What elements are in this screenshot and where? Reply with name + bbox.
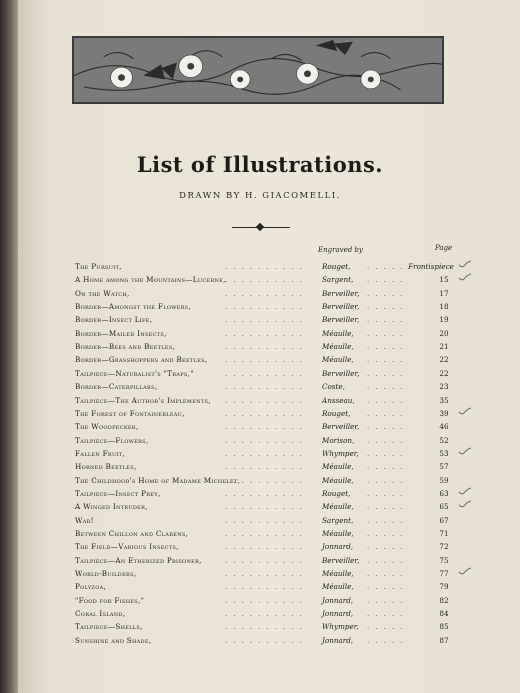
leader-dots: ..........	[225, 448, 308, 458]
leader-dots: .....	[367, 515, 409, 525]
list-item	[75, 542, 455, 554]
leader-dots: ..........	[225, 582, 308, 592]
leader-dots: .....	[367, 262, 409, 271]
list-item	[75, 609, 455, 621]
illustration-title: World-Builders,	[75, 569, 137, 579]
leader-dots: .....	[367, 555, 409, 565]
illustration-title: Border—Bees and Beetles,	[75, 342, 176, 352]
engraver-name: Berveiller,	[322, 422, 360, 432]
engraver-name: Berveiller,	[322, 315, 360, 325]
engraver-name: Méaulle,	[322, 355, 354, 365]
page-subtitle: DRAWN BY H. GIACOMELLI.	[179, 191, 341, 201]
illustration-title: Horned Beetles,	[75, 462, 137, 472]
leader-dots: ..........	[225, 422, 308, 432]
illustration-title: The Forest of Fontainebleau,	[75, 408, 185, 418]
engraver-name: Berveiller,	[322, 302, 360, 312]
leader-dots: .....	[367, 288, 409, 298]
illustration-title: Tailpiece—An Etherized Prisoner,	[75, 555, 202, 565]
engraver-name: Ansseau,	[322, 395, 355, 405]
page-number: 53	[439, 448, 449, 458]
page-number: Frontispiece	[408, 262, 454, 271]
engraver-name: Méaulle,	[322, 342, 354, 352]
illustration-title: Border—Insect Life,	[75, 315, 153, 325]
leader-dots: .....	[367, 302, 409, 312]
engraver-name: Berveiller,	[322, 368, 360, 378]
illustration-title: Tailpiece—Shells,	[75, 622, 143, 632]
leader-dots: ..........	[225, 515, 308, 525]
leader-dots: .....	[367, 529, 409, 538]
page-number: 75	[439, 555, 449, 565]
leader-dots: .....	[367, 328, 409, 338]
engraver-name: Berveiller,	[322, 288, 360, 298]
leader-dots: ..........	[225, 475, 308, 485]
leader-dots: ..........	[225, 408, 308, 418]
illustration-title: Tailpiece—Insect Prey,	[75, 488, 161, 498]
page-number: 57	[439, 462, 449, 472]
leader-dots: ..........	[225, 529, 308, 538]
page-number: 18	[439, 302, 449, 312]
leader-dots: .....	[367, 382, 409, 392]
page-number: 85	[439, 622, 449, 632]
list-item	[75, 396, 455, 408]
illustration-title: The Woodpecker,	[75, 422, 139, 432]
list-item	[75, 569, 455, 581]
pencil-check-mark-icon	[458, 487, 472, 495]
list-item	[75, 489, 455, 501]
list-item	[75, 262, 455, 274]
page-number: 67	[439, 515, 449, 525]
illustration-title: On the Watch,	[75, 288, 130, 298]
illustration-title: Border—Grasshoppers and Beetles,	[75, 355, 208, 365]
page-title: List of Illustrations.	[136, 152, 384, 177]
leader-dots: ..........	[225, 342, 308, 352]
leader-dots: ..........	[225, 622, 308, 632]
leader-dots: ..........	[225, 462, 308, 472]
page-number: 20	[439, 328, 449, 338]
list-item	[75, 329, 455, 341]
list-item	[75, 529, 455, 541]
illustration-title: A Winged Intruder,	[75, 502, 148, 512]
pencil-check-mark-icon	[458, 567, 472, 575]
page-number: 22	[439, 355, 449, 365]
leader-dots: .....	[367, 502, 409, 512]
page-number: 79	[439, 582, 449, 592]
list-item	[75, 342, 455, 354]
engraver-name: Coste,	[322, 382, 345, 392]
pencil-check-mark-icon	[458, 260, 472, 268]
leader-dots: .....	[367, 395, 409, 405]
illustration-title: The Pursuit,	[75, 262, 122, 271]
illustration-title: "Food for Fishes,"	[75, 595, 145, 605]
leader-dots: .....	[367, 542, 409, 552]
engraver-name: Jonnard,	[322, 595, 354, 605]
illustration-title: Fallen Fruit,	[75, 448, 126, 458]
engraver-name: Jonnard,	[322, 635, 354, 645]
list-item	[75, 622, 455, 634]
page-number: 52	[439, 435, 449, 445]
engraver-name: Whymper,	[322, 448, 359, 458]
page-number: 87	[439, 635, 449, 645]
illustration-title: Border—Caterpillars,	[75, 382, 158, 392]
illustration-title: Tailpiece—Naturalist's "Traps,"	[75, 368, 194, 378]
leader-dots: ..........	[225, 368, 308, 378]
illustration-title: The Field—Various Insects,	[75, 542, 179, 552]
column-head-page: Page	[435, 244, 453, 252]
page-number: 39	[439, 408, 449, 418]
leader-dots: ..........	[225, 609, 308, 619]
book-spine	[0, 0, 18, 693]
list-item	[75, 422, 455, 434]
illustration-title: Border—Mailed Insects,	[75, 328, 167, 338]
list-item	[75, 582, 455, 594]
engraver-name: Méaulle,	[322, 529, 354, 538]
page-number: 19	[439, 315, 449, 325]
engraver-name: Rouget,	[322, 488, 351, 498]
column-head-engraved-by: Engraved by	[318, 246, 363, 254]
illustration-title: Border—Amongst the Flowers,	[75, 302, 191, 312]
list-item	[75, 289, 455, 301]
pencil-check-mark-icon	[458, 407, 472, 415]
page-number: 77	[439, 569, 449, 579]
engraver-name: Sargent,	[322, 515, 354, 525]
list-item	[75, 476, 455, 488]
page-number: 82	[439, 595, 449, 605]
leader-dots: .....	[367, 408, 409, 418]
engraver-name: Méaulle,	[322, 462, 354, 472]
list-item	[75, 355, 455, 367]
engraver-name: Sargent,	[322, 275, 354, 285]
leader-dots: ..........	[225, 355, 308, 365]
leader-dots: .....	[367, 595, 409, 605]
list-item	[75, 449, 455, 461]
list-item	[75, 315, 455, 327]
list-item	[75, 596, 455, 608]
page-number: 21	[439, 342, 449, 352]
page-number: 15	[439, 275, 449, 285]
pencil-check-mark-icon	[458, 500, 472, 508]
list-item	[75, 556, 455, 568]
illustration-title: The Childhood's Home of Madame Michelet,	[75, 475, 241, 485]
engraver-name: Morison,	[322, 435, 355, 445]
engraver-name: Berveiller,	[322, 555, 360, 565]
leader-dots: .....	[367, 462, 409, 472]
leader-dots: .....	[367, 355, 409, 365]
list-item	[75, 636, 455, 648]
leader-dots: .....	[367, 342, 409, 352]
leader-dots: ..........	[225, 275, 308, 285]
list-item	[75, 436, 455, 448]
leader-dots: ..........	[225, 328, 308, 338]
leader-dots: .....	[367, 435, 409, 445]
illustration-title: Sunshine and Shade,	[75, 635, 152, 645]
illustration-title: Polyzoa,	[75, 582, 107, 592]
page-number: 35	[439, 395, 449, 405]
leader-dots: ..........	[225, 502, 308, 512]
leader-dots: ..........	[225, 555, 308, 565]
leader-dots: .....	[367, 609, 409, 619]
page-number: 71	[439, 529, 449, 538]
decorative-banner-illustration	[72, 36, 444, 104]
engraver-name: Whymper,	[322, 622, 359, 632]
illustration-title: Coral Island,	[75, 609, 126, 619]
list-item	[75, 502, 455, 514]
engraver-name: Jonnard,	[322, 609, 354, 619]
list-item	[75, 302, 455, 314]
leader-dots: ..........	[225, 315, 308, 325]
leader-dots: .....	[367, 635, 409, 645]
page-number: 72	[439, 542, 449, 552]
page-number: 17	[439, 288, 449, 298]
illustration-title: Tailpiece—The Author's Implements,	[75, 395, 211, 405]
leader-dots: .....	[367, 275, 409, 285]
leader-dots: .....	[367, 422, 409, 432]
leader-dots: ..........	[225, 488, 308, 498]
leader-dots: .....	[367, 569, 409, 579]
page-number: 65	[439, 502, 449, 512]
leader-dots: .....	[367, 448, 409, 458]
page-number: 84	[439, 609, 449, 619]
pencil-check-mark-icon	[458, 273, 472, 281]
leader-dots: ..........	[225, 288, 308, 298]
leader-dots: .....	[367, 315, 409, 325]
leader-dots: ..........	[225, 382, 308, 392]
leader-dots: ..........	[225, 595, 308, 605]
list-item	[75, 275, 455, 287]
engraver-name: Méaulle,	[322, 502, 354, 512]
illustration-title: War!	[75, 515, 94, 525]
list-item	[75, 369, 455, 381]
illustration-title: Between Chillon and Clarens,	[75, 529, 189, 538]
leader-dots: .....	[367, 475, 409, 485]
engraver-name: Méaulle,	[322, 475, 354, 485]
illustration-title: A Home among the Mountains—Lucerne,	[75, 275, 226, 285]
leader-dots: .....	[367, 488, 409, 498]
list-item	[75, 462, 455, 474]
engraver-name: Rouget,	[322, 408, 351, 418]
page-number: 59	[439, 475, 449, 485]
list-item	[75, 409, 455, 421]
engraver-name: Rouget,	[322, 262, 351, 271]
engraver-name: Méaulle,	[322, 328, 354, 338]
leader-dots: .....	[367, 582, 409, 592]
engraver-name: Jonnard,	[322, 542, 354, 552]
pencil-check-mark-icon	[458, 447, 472, 455]
page-number: 23	[439, 382, 449, 392]
list-item	[75, 382, 455, 394]
leader-dots: .....	[367, 622, 409, 632]
page-number: 22	[439, 368, 449, 378]
page-number: 46	[439, 422, 449, 432]
engraver-name: Méaulle,	[322, 582, 354, 592]
leader-dots: ..........	[225, 635, 308, 645]
leader-dots: ..........	[225, 262, 308, 271]
page-number: 63	[439, 488, 449, 498]
list-item	[75, 516, 455, 528]
leader-dots: ..........	[225, 435, 308, 445]
leader-dots: ..........	[225, 542, 308, 552]
leader-dots: ..........	[225, 395, 308, 405]
leader-dots: ..........	[225, 569, 308, 579]
engraver-name: Méaulle,	[322, 569, 354, 579]
leader-dots: ..........	[225, 302, 308, 312]
illustration-title: Tailpiece—Flowers,	[75, 435, 149, 445]
leader-dots: .....	[367, 368, 409, 378]
